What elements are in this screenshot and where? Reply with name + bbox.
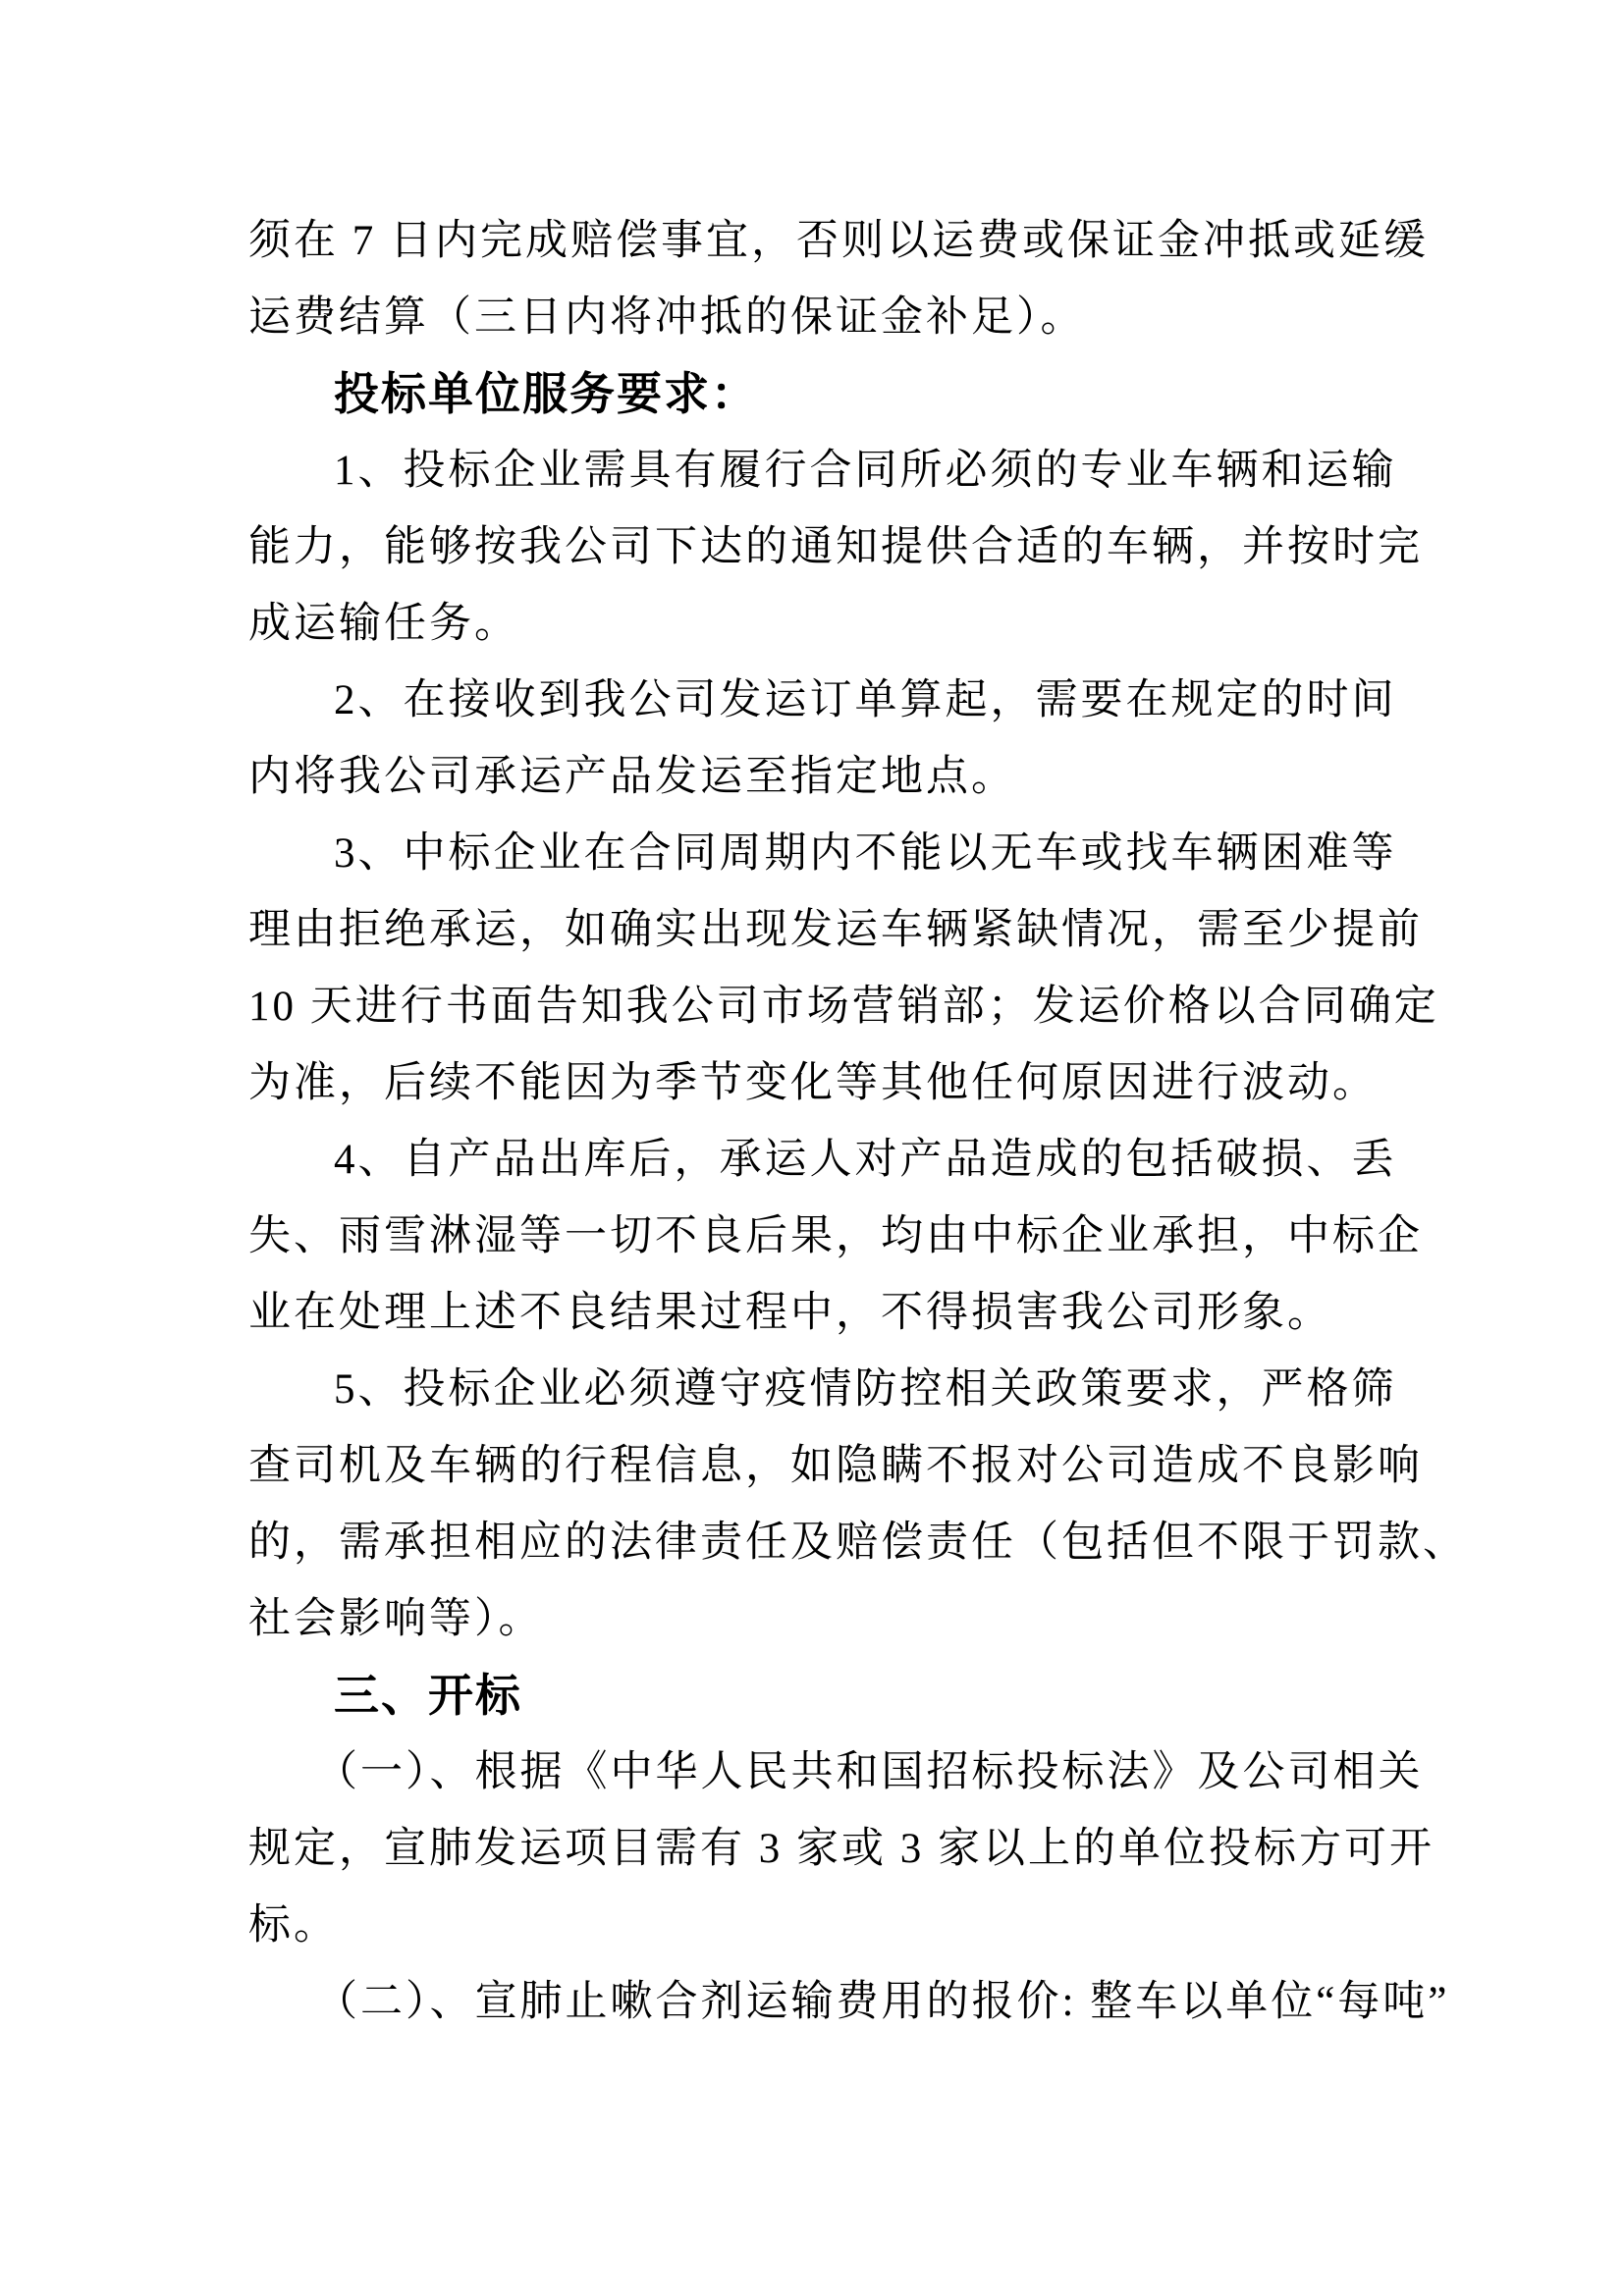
document-body bbox=[248, 203, 1468, 2041]
doc-line: 运费结算（三日内将冲抵的保证金补足）。 bbox=[248, 294, 1086, 341]
doc-line: 为准，后续不能因为季节变化等其他任何原因进行波动。 bbox=[248, 1060, 1378, 1106]
doc-line-item-2: 2、在接收到我公司发运订单算起，需要在规定的时间 bbox=[334, 677, 1397, 723]
doc-line-item-4: 4、自产品出库后，承运人对产品造成的包括破损、丢 bbox=[334, 1137, 1397, 1183]
doc-line: 业在处理上述不良结果过程中，不得损害我公司形象。 bbox=[248, 1290, 1332, 1336]
doc-line: 社会影响等）。 bbox=[248, 1596, 544, 1642]
doc-line: 理由拒绝承运，如确实出现发运车辆紧缺情况，需至少提前 bbox=[248, 907, 1423, 953]
section-heading-bid-opening: 三、开标 bbox=[334, 1671, 522, 1721]
doc-line-item-5: 5、投标企业必须遵守疫情防控相关政策要求，严格筛 bbox=[334, 1366, 1397, 1413]
doc-line: 成运输任务。 bbox=[248, 601, 519, 647]
doc-line-item-1: 1、投标企业需具有履行合同所必须的专业车辆和运输 bbox=[334, 448, 1397, 494]
doc-line-item-3: 3、中标企业在合同周期内不能以无车或找车辆困难等 bbox=[334, 830, 1397, 877]
section-heading-service-requirements: 投标单位服务要求： bbox=[334, 369, 758, 419]
doc-line: 查司机及车辆的行程信息，如隐瞒不报对公司造成不良影响 bbox=[248, 1443, 1423, 1489]
doc-line: 标。 bbox=[248, 1902, 339, 1949]
doc-line: 10 天进行书面告知我公司市场营销部；发运价格以合同确定 bbox=[248, 984, 1439, 1030]
doc-line: 规定，宣肺发运项目需有 3 家或 3 家以上的单位投标方可开 bbox=[248, 1826, 1435, 1872]
doc-line: 内将我公司承运产品发运至指定地点。 bbox=[248, 754, 1016, 800]
doc-line: 能力，能够按我公司下达的通知提供合适的车辆，并按时完 bbox=[248, 524, 1423, 570]
doc-line: 须在 7 日内完成赔偿事宜，否则以运费或保证金冲抵或延缓 bbox=[248, 218, 1429, 264]
doc-line-item-yi: （一）、根据《中华人民共和国招标投标法》及公司相关 bbox=[315, 1749, 1424, 1795]
doc-line: 失、雨雪淋湿等一切不良后果，均由中标企业承担，中标企 bbox=[248, 1213, 1423, 1259]
doc-line: 的，需承担相应的法律责任及赔偿责任（包括但不限于罚款、 bbox=[248, 1520, 1468, 1566]
doc-line-item-er: （二）、宣肺止嗽合剂运输费用的报价: 整车以单位“每吨” bbox=[315, 1979, 1450, 2025]
